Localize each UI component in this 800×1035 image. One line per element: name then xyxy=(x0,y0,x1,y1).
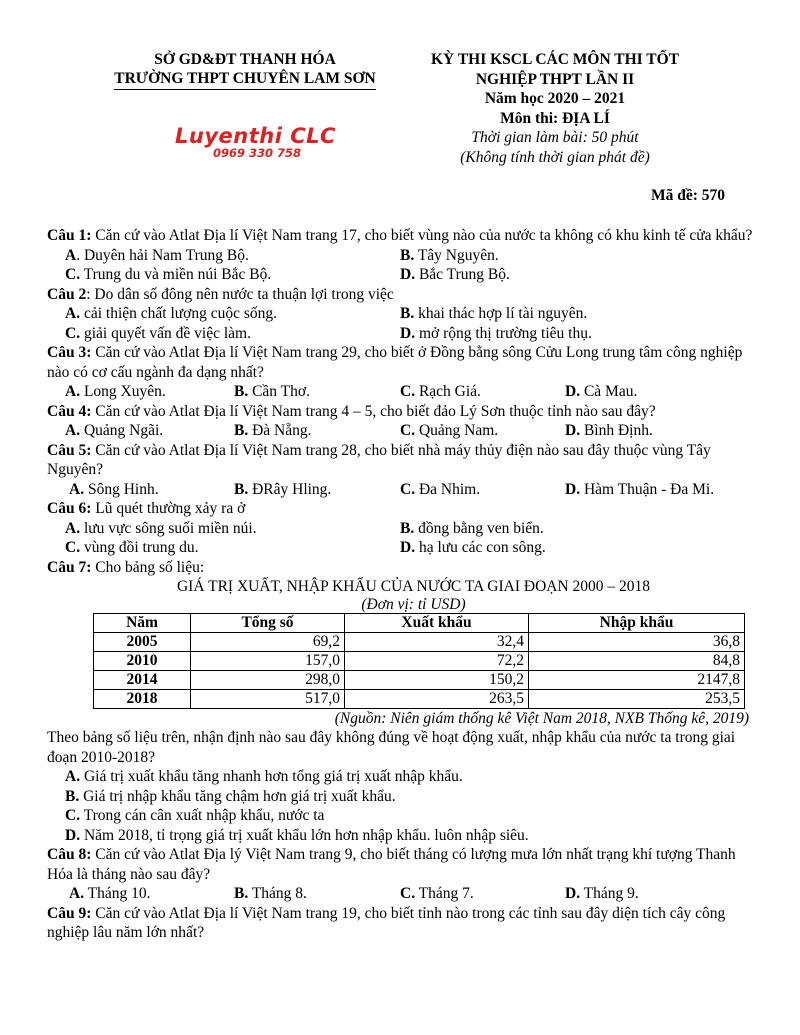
option-a-letter: A. xyxy=(65,519,81,537)
option-d: Năm 2018, tỉ trọng giá trị xuất khẩu lớn hơn nhập khẩu. luôn nhập siêu. xyxy=(80,826,529,844)
option-d: Cà Mau. xyxy=(580,383,638,400)
option-a-letter: A. xyxy=(65,383,81,400)
question-label: Câu 6: xyxy=(47,500,92,517)
question-text: : Do dân số đông nên nước ta thuận lợi trong việc xyxy=(86,285,394,303)
table-cell: 263,5 xyxy=(345,689,529,708)
option-b-letter: B. xyxy=(400,246,415,264)
options-row xyxy=(47,884,755,904)
question-5 xyxy=(47,441,755,480)
school-year: Năm học 2020 – 2021 xyxy=(484,90,626,107)
option-b-letter: B. xyxy=(65,787,80,805)
option-a: . Duyên hải Nam Trung Bộ. xyxy=(76,246,249,264)
question-text: Căn cứ vào Atlat Địa lí Việt Nam trang 17, cho biết vùng nào của nước ta không có khu kinh tế cửa khẩu? xyxy=(91,227,753,244)
table-unit: (Đơn vị: tỉ USD) xyxy=(361,595,466,613)
logo-name: Luyenthi CLC xyxy=(175,124,336,148)
table-header: Nhập khẩu xyxy=(529,613,745,632)
option-a: Tháng 10. xyxy=(84,885,151,902)
logo-phone: 0969 330 758 xyxy=(213,146,302,160)
option-a: Long Xuyên. xyxy=(80,383,166,400)
option-c-letter: C. xyxy=(400,422,416,439)
option-a: cải thiện chất lượng cuộc sống. xyxy=(80,305,278,322)
exam-code: Mã đề: 570 xyxy=(650,187,725,204)
option-c: giải quyết vấn đề việc làm. xyxy=(80,324,251,342)
option-b: Tháng 8. xyxy=(248,885,307,902)
option-c-letter: C. xyxy=(65,807,81,824)
department-name: SỞ GD&ĐT THANH HÓA xyxy=(154,51,336,68)
options-row xyxy=(47,304,755,324)
table-row xyxy=(94,689,745,708)
option-c: Trung du và miền núi Bắc Bộ. xyxy=(80,266,272,283)
option-c: Trong cán cân xuất nhập khẩu, nước ta xyxy=(80,807,325,824)
question-text: Căn cứ vào Atlat Địa lí Việt Nam trang 29, cho biết ở Đồng bằng sông Cửu Long trung tâm công nghiệp nào có cơ cấu ngành đa dạng nhất? xyxy=(47,344,743,381)
question-3 xyxy=(47,343,755,382)
table-title: GIÁ TRỊ XUẤT, NHẬP KHẨU CỦA NƯỚC TA GIAI ĐOẠN 2000 – 2018 xyxy=(176,578,651,595)
table-header-row xyxy=(94,613,745,632)
luyenthi-logo xyxy=(175,125,336,160)
data-table xyxy=(93,613,745,709)
question-label: Câu 5: xyxy=(47,441,92,459)
table-cell: 2147,8 xyxy=(529,670,745,689)
table-row xyxy=(94,632,745,651)
question-text: Căn cứ vào Atlat Địa lí Việt Nam trang 19, cho biết tỉnh nào trong các tỉnh sau đây diện tích cây công nghiệp lâu năm lớn nhất? xyxy=(47,904,726,941)
option-c-letter: C. xyxy=(400,480,416,498)
table-cell: 32,4 xyxy=(345,632,529,651)
option-a: Giá trị xuất khẩu tăng nhanh hơn tổng giá trị xuất nhập khẩu. xyxy=(80,768,463,785)
option-d-letter: D. xyxy=(565,422,581,439)
table-cell: 253,5 xyxy=(529,689,745,708)
option-b-letter: B. xyxy=(400,305,415,322)
option-c: vùng đồi trung du. xyxy=(80,539,199,556)
option-b-letter: B. xyxy=(234,885,249,902)
table-cell: 72,2 xyxy=(345,651,529,670)
option-a: Quảng Ngãi. xyxy=(80,422,164,439)
question-text: Căn cứ vào Atlat Địa lí Việt Nam trang 4 – 5, cho biết đảo Lý Sơn thuộc tỉnh nào sau đây? xyxy=(91,402,656,420)
exam-title-line2: NGHIỆP THPT LẦN II xyxy=(475,70,635,88)
option-d-letter: D. xyxy=(65,826,81,844)
option-line xyxy=(47,787,755,807)
option-b-letter: B. xyxy=(234,422,249,439)
header-right xyxy=(410,50,700,167)
options-row xyxy=(47,421,755,441)
exam-time-note: (Không tính thời gian phát đề) xyxy=(460,148,650,166)
option-c-letter: C. xyxy=(65,266,81,283)
option-a: Sông Hinh. xyxy=(84,480,159,498)
question-7-prompt: Theo bảng số liệu trên, nhận định nào sau đây không đúng về hoạt động xuất, nhập khẩu của nước ta trong giai đoạn 2010-2018? xyxy=(47,729,736,766)
table-row xyxy=(94,651,745,670)
options-row xyxy=(47,382,755,402)
option-b: Giá trị nhập khẩu tăng chậm hơn giá trị xuất khẩu. xyxy=(79,787,396,805)
questions xyxy=(47,226,755,943)
option-b-letter: B. xyxy=(234,480,249,498)
table-cell: 69,2 xyxy=(191,632,345,651)
exam-time: Thời gian làm bài: 50 phút xyxy=(471,129,639,146)
option-d: Tháng 9. xyxy=(580,885,639,902)
school-name: TRƯỜNG THPT CHUYÊN LAM SƠN xyxy=(114,69,376,90)
option-c-letter: C. xyxy=(400,383,416,400)
option-c-letter: C. xyxy=(400,885,416,902)
option-line xyxy=(47,826,755,846)
option-d-letter: D. xyxy=(400,266,416,283)
subject: Môn thi: ĐỊA LÍ xyxy=(500,109,610,127)
exam-title-line1: KỲ THI KSCL CÁC MÔN THI TỐT xyxy=(430,51,680,68)
option-c: Quảng Nam. xyxy=(415,422,499,439)
question-4 xyxy=(47,402,755,422)
option-a-letter: A xyxy=(65,246,77,264)
question-1 xyxy=(47,226,755,246)
option-c-letter: C. xyxy=(65,539,81,556)
options-row xyxy=(47,324,755,344)
option-b: khai thác hợp lí tài nguyên. xyxy=(414,305,588,322)
option-a-letter: A. xyxy=(69,480,85,498)
table-cell: 84,8 xyxy=(529,651,745,670)
question-label: Câu 1: xyxy=(47,227,92,244)
option-b: Tây Nguyên. xyxy=(414,246,499,264)
option-line xyxy=(47,806,755,826)
header-left xyxy=(90,50,400,90)
table-header: Năm xyxy=(94,613,191,632)
option-b-letter: B. xyxy=(400,519,415,537)
question-label: Câu 9: xyxy=(47,904,92,922)
options-row xyxy=(47,538,755,558)
question-label: Câu 2 xyxy=(47,285,87,303)
question-6 xyxy=(47,499,755,519)
options-row xyxy=(47,480,755,500)
table-header: Xuất khẩu xyxy=(345,613,529,632)
option-b: đồng bằng ven biển. xyxy=(414,519,544,537)
option-d: mở rộng thị trường tiêu thụ. xyxy=(415,324,592,342)
options-row xyxy=(47,519,755,539)
option-d-letter: D. xyxy=(565,885,581,902)
table-cell: 157,0 xyxy=(191,651,345,670)
option-d: Hàm Thuận - Đa Mi. xyxy=(580,480,715,498)
option-c-letter: C. xyxy=(65,324,81,342)
question-label: Câu 4: xyxy=(47,402,92,420)
question-label: Câu 3: xyxy=(47,344,92,361)
question-label: Câu 7: xyxy=(47,558,92,576)
question-text: Căn cứ vào Atlat Địa lý Việt Nam trang 9, cho biết tháng có lượng mưa lớn nhất trạng khí tượng Thanh Hóa là tháng nào sau đây? xyxy=(47,846,736,883)
table-header: Tổng số xyxy=(191,613,345,632)
question-text: Lũ quét thường xảy ra ở xyxy=(91,500,246,517)
question-7 xyxy=(47,558,755,578)
option-c: Tháng 7. xyxy=(415,885,474,902)
question-text: Căn cứ vào Atlat Địa lí Việt Nam trang 28, cho biết nhà máy thủy điện nào sau đây thuộc vùng Tây Nguyên? xyxy=(47,441,711,478)
table-cell: 2018 xyxy=(94,689,191,708)
question-8 xyxy=(47,845,755,884)
table-cell: 36,8 xyxy=(529,632,745,651)
table-row xyxy=(94,670,745,689)
table-cell: 298,0 xyxy=(191,670,345,689)
option-d: Bình Định. xyxy=(580,422,653,439)
table-cell: 2014 xyxy=(94,670,191,689)
option-d: hạ lưu các con sông. xyxy=(415,539,546,556)
option-b-letter: B. xyxy=(234,383,249,400)
option-b: ĐRây Hling. xyxy=(248,480,332,498)
table-cell: 2005 xyxy=(94,632,191,651)
option-d-letter: D. xyxy=(565,480,581,498)
option-d-letter: D. xyxy=(400,324,416,342)
option-c: Rạch Giá. xyxy=(415,383,481,400)
option-line xyxy=(47,767,755,787)
option-a: lưu vực sông suối miền núi. xyxy=(80,519,257,537)
table-source: (Nguồn: Niên giám thống kê Việt Nam 2018, NXB Thống kê, 2019) xyxy=(334,709,749,727)
question-label: Câu 8: xyxy=(47,846,92,863)
option-a-letter: A. xyxy=(65,422,81,439)
question-2 xyxy=(47,285,755,305)
option-a-letter: A. xyxy=(65,768,81,785)
option-d: Bắc Trung Bộ. xyxy=(415,266,510,283)
option-b: Đà Nẵng. xyxy=(248,422,312,439)
options-row xyxy=(47,246,755,266)
option-d-letter: D. xyxy=(565,383,581,400)
option-c: Đa Nhim. xyxy=(415,480,481,498)
table-cell: 517,0 xyxy=(191,689,345,708)
table-cell: 150,2 xyxy=(345,670,529,689)
table-cell: 2010 xyxy=(94,651,191,670)
option-b: Cần Thơ. xyxy=(248,383,310,400)
option-a-letter: A. xyxy=(69,885,85,902)
option-d-letter: D. xyxy=(400,539,416,556)
option-a-letter: A. xyxy=(65,305,81,322)
options-row xyxy=(47,265,755,285)
question-9 xyxy=(47,904,755,943)
question-text: Cho bảng số liệu: xyxy=(91,558,205,576)
